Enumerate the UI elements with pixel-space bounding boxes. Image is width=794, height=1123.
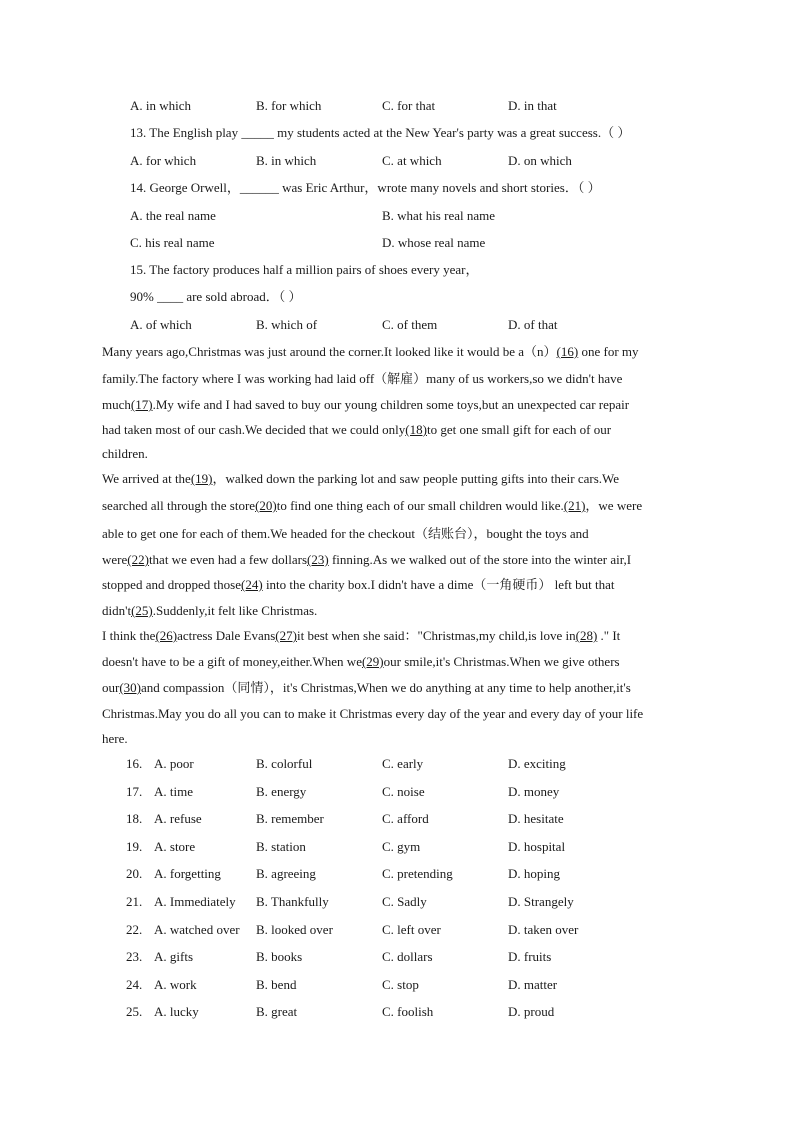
passage-p3-line1: I think the(26)actress Dale Evans(27)it best when she said："Christmas,my child,is love in(28) ." It xyxy=(102,628,621,643)
choice-option-a: A. time xyxy=(154,784,193,799)
choice-option-a: A. poor xyxy=(154,756,194,771)
q15-option-b: B. which of xyxy=(256,317,318,332)
blank-24: (24) xyxy=(241,577,263,592)
choice-option-c: C. Sadly xyxy=(382,894,427,909)
q15-option-d: D. of that xyxy=(508,317,558,332)
blank-20: (20) xyxy=(255,498,277,513)
blank-19: (19) xyxy=(190,471,213,486)
choice-option-c: C. pretending xyxy=(382,866,453,881)
choice-option-d: D. Strangely xyxy=(508,894,574,909)
blank-29: (29) xyxy=(361,654,384,669)
question-number: 22. xyxy=(126,922,143,937)
choice-option-c: C. noise xyxy=(382,784,425,799)
choice-option-a: A. work xyxy=(154,977,197,992)
q13-option-d: D. on which xyxy=(508,153,572,168)
q13-option-a: A. for which xyxy=(130,153,197,168)
q13-stem: 13. The English play _____ my students acted at the New Year's party was a great success.（ ） xyxy=(130,125,631,140)
passage-p1-line3: much(17).My wife and I had saved to buy our young children some toys,but an unexpected car repair xyxy=(102,397,630,412)
q12-option-c: C. for that xyxy=(382,98,436,113)
blank-25: (25) xyxy=(131,603,153,618)
passage-p1-line5: children. xyxy=(102,446,148,461)
passage-p2-line4: were(22)that we even had a few dollars(23) finning.As we walked out of the store into the winter air,I xyxy=(102,552,632,567)
blank-23: (23) xyxy=(307,552,329,567)
passage-p3-line3: our(30)and compassion（同情），it's Christmas,When we do anything at any time to help another,it's xyxy=(102,680,631,695)
choice-option-b: B. remember xyxy=(256,811,324,826)
choice-option-b: B. Thankfully xyxy=(256,894,329,909)
question-number: 21. xyxy=(126,894,143,909)
q14-option-b: B. what his real name xyxy=(382,208,495,223)
choice-option-c: C. early xyxy=(382,756,424,771)
question-number: 18. xyxy=(126,811,143,826)
blank-28: (28) xyxy=(575,628,598,643)
passage-p2-line1: We arrived at the(19)，walked down the parking lot and saw people putting gifts into their cars.We xyxy=(102,471,620,486)
choice-option-a: A. forgetting xyxy=(154,866,221,881)
choice-option-d: D. hesitate xyxy=(508,811,564,826)
choice-option-a: A. lucky xyxy=(154,1004,199,1019)
passage-p2-line2: searched all through the store(20)to find one thing each of our small children would like.(21)，we were xyxy=(102,498,643,513)
blank-26: (26) xyxy=(155,628,178,643)
choice-option-b: B. colorful xyxy=(256,756,313,771)
q15-stem-line2: 90% ____ are sold abroad．（ ） xyxy=(130,289,302,304)
choice-option-c: C. foolish xyxy=(382,1004,434,1019)
passage-p3-line2: doesn't have to be a gift of money,either.When we(29)our smile,it's Christmas.When we give others xyxy=(102,654,620,669)
question-number: 25. xyxy=(126,1004,143,1019)
choice-option-d: D. hoping xyxy=(508,866,560,881)
blank-18: (18) xyxy=(405,422,427,437)
q12-option-d: D. in that xyxy=(508,98,557,113)
question-number: 20. xyxy=(126,866,143,881)
q14-stem: 14. George Orwell，______ was Eric Arthur，wrote many novels and short stories．（ ） xyxy=(130,180,601,195)
q14-option-a: A. the real name xyxy=(130,208,216,223)
blank-30: (30) xyxy=(119,680,142,695)
passage-p3-line4: Christmas.May you do all you can to make it Christmas every day of the year and every day of your life xyxy=(102,706,644,721)
blank-16: (16) xyxy=(556,344,579,359)
q14-option-c: C. his real name xyxy=(130,235,215,250)
choice-option-d: D. taken over xyxy=(508,922,579,937)
blank-21: (21) xyxy=(563,498,586,513)
question-number: 23. xyxy=(126,949,143,964)
choice-option-a: A. Immediately xyxy=(154,894,236,909)
q15-stem-line1: 15. The factory produces half a million pairs of shoes every year， xyxy=(130,262,479,277)
q15-option-a: A. of which xyxy=(130,317,192,332)
choice-option-a: A. gifts xyxy=(154,949,193,964)
choice-option-b: B. books xyxy=(256,949,303,964)
passage-p1-line4: had taken most of our cash.We decided that we could only(18)to get one small gift for each of our xyxy=(102,422,612,437)
question-number: 19. xyxy=(126,839,143,854)
choice-option-b: B. agreeing xyxy=(256,866,316,881)
choice-option-c: C. stop xyxy=(382,977,419,992)
choice-option-d: D. matter xyxy=(508,977,558,992)
choice-option-d: D. fruits xyxy=(508,949,552,964)
q15-option-c: C. of them xyxy=(382,317,438,332)
blank-17: (17) xyxy=(130,397,153,412)
choice-option-c: C. left over xyxy=(382,922,441,937)
q14-option-d: D. whose real name xyxy=(382,235,486,250)
question-number: 24. xyxy=(126,977,143,992)
choice-option-d: D. money xyxy=(508,784,560,799)
passage-p1-line1: Many years ago,Christmas was just around the corner.It looked like it would be a（n）(16) one for my xyxy=(102,344,639,359)
choice-option-d: D. hospital xyxy=(508,839,566,854)
choice-option-a: A. watched over xyxy=(154,922,240,937)
choice-option-b: B. looked over xyxy=(256,922,333,937)
choice-option-c: C. afford xyxy=(382,811,429,826)
passage-p2-line5: stopped and dropped those(24) into the charity box.I didn't have a dime（一角硬币） left but that xyxy=(102,577,615,592)
passage-p3-line5: here. xyxy=(102,731,128,746)
passage-p1-line2: family.The factory where I was working had laid off（解雇）many of us workers,so we didn't have xyxy=(102,371,623,386)
q12-option-a: A. in which xyxy=(130,98,192,113)
choice-option-a: A. store xyxy=(154,839,196,854)
q13-option-c: C. at which xyxy=(382,153,442,168)
question-number: 16. xyxy=(126,756,143,771)
choice-option-d: D. exciting xyxy=(508,756,566,771)
blank-27: (27) xyxy=(275,628,297,643)
q13-option-b: B. in which xyxy=(256,153,317,168)
choice-option-a: A. refuse xyxy=(154,811,202,826)
choice-option-c: C. dollars xyxy=(382,949,433,964)
question-number: 17. xyxy=(126,784,143,799)
choice-option-b: B. energy xyxy=(256,784,307,799)
choice-option-c: C. gym xyxy=(382,839,421,854)
passage-p2-line6: didn't(25).Suddenly,it felt like Christmas. xyxy=(102,603,318,618)
choice-option-d: D. proud xyxy=(508,1004,555,1019)
passage-p2-line3: able to get one for each of them.We headed for the checkout（结账台），bought the toys and xyxy=(102,526,589,541)
choice-option-b: B. bend xyxy=(256,977,297,992)
choice-option-b: B. station xyxy=(256,839,306,854)
choice-option-b: B. great xyxy=(256,1004,298,1019)
blank-22: (22) xyxy=(127,552,149,567)
q12-option-b: B. for which xyxy=(256,98,322,113)
